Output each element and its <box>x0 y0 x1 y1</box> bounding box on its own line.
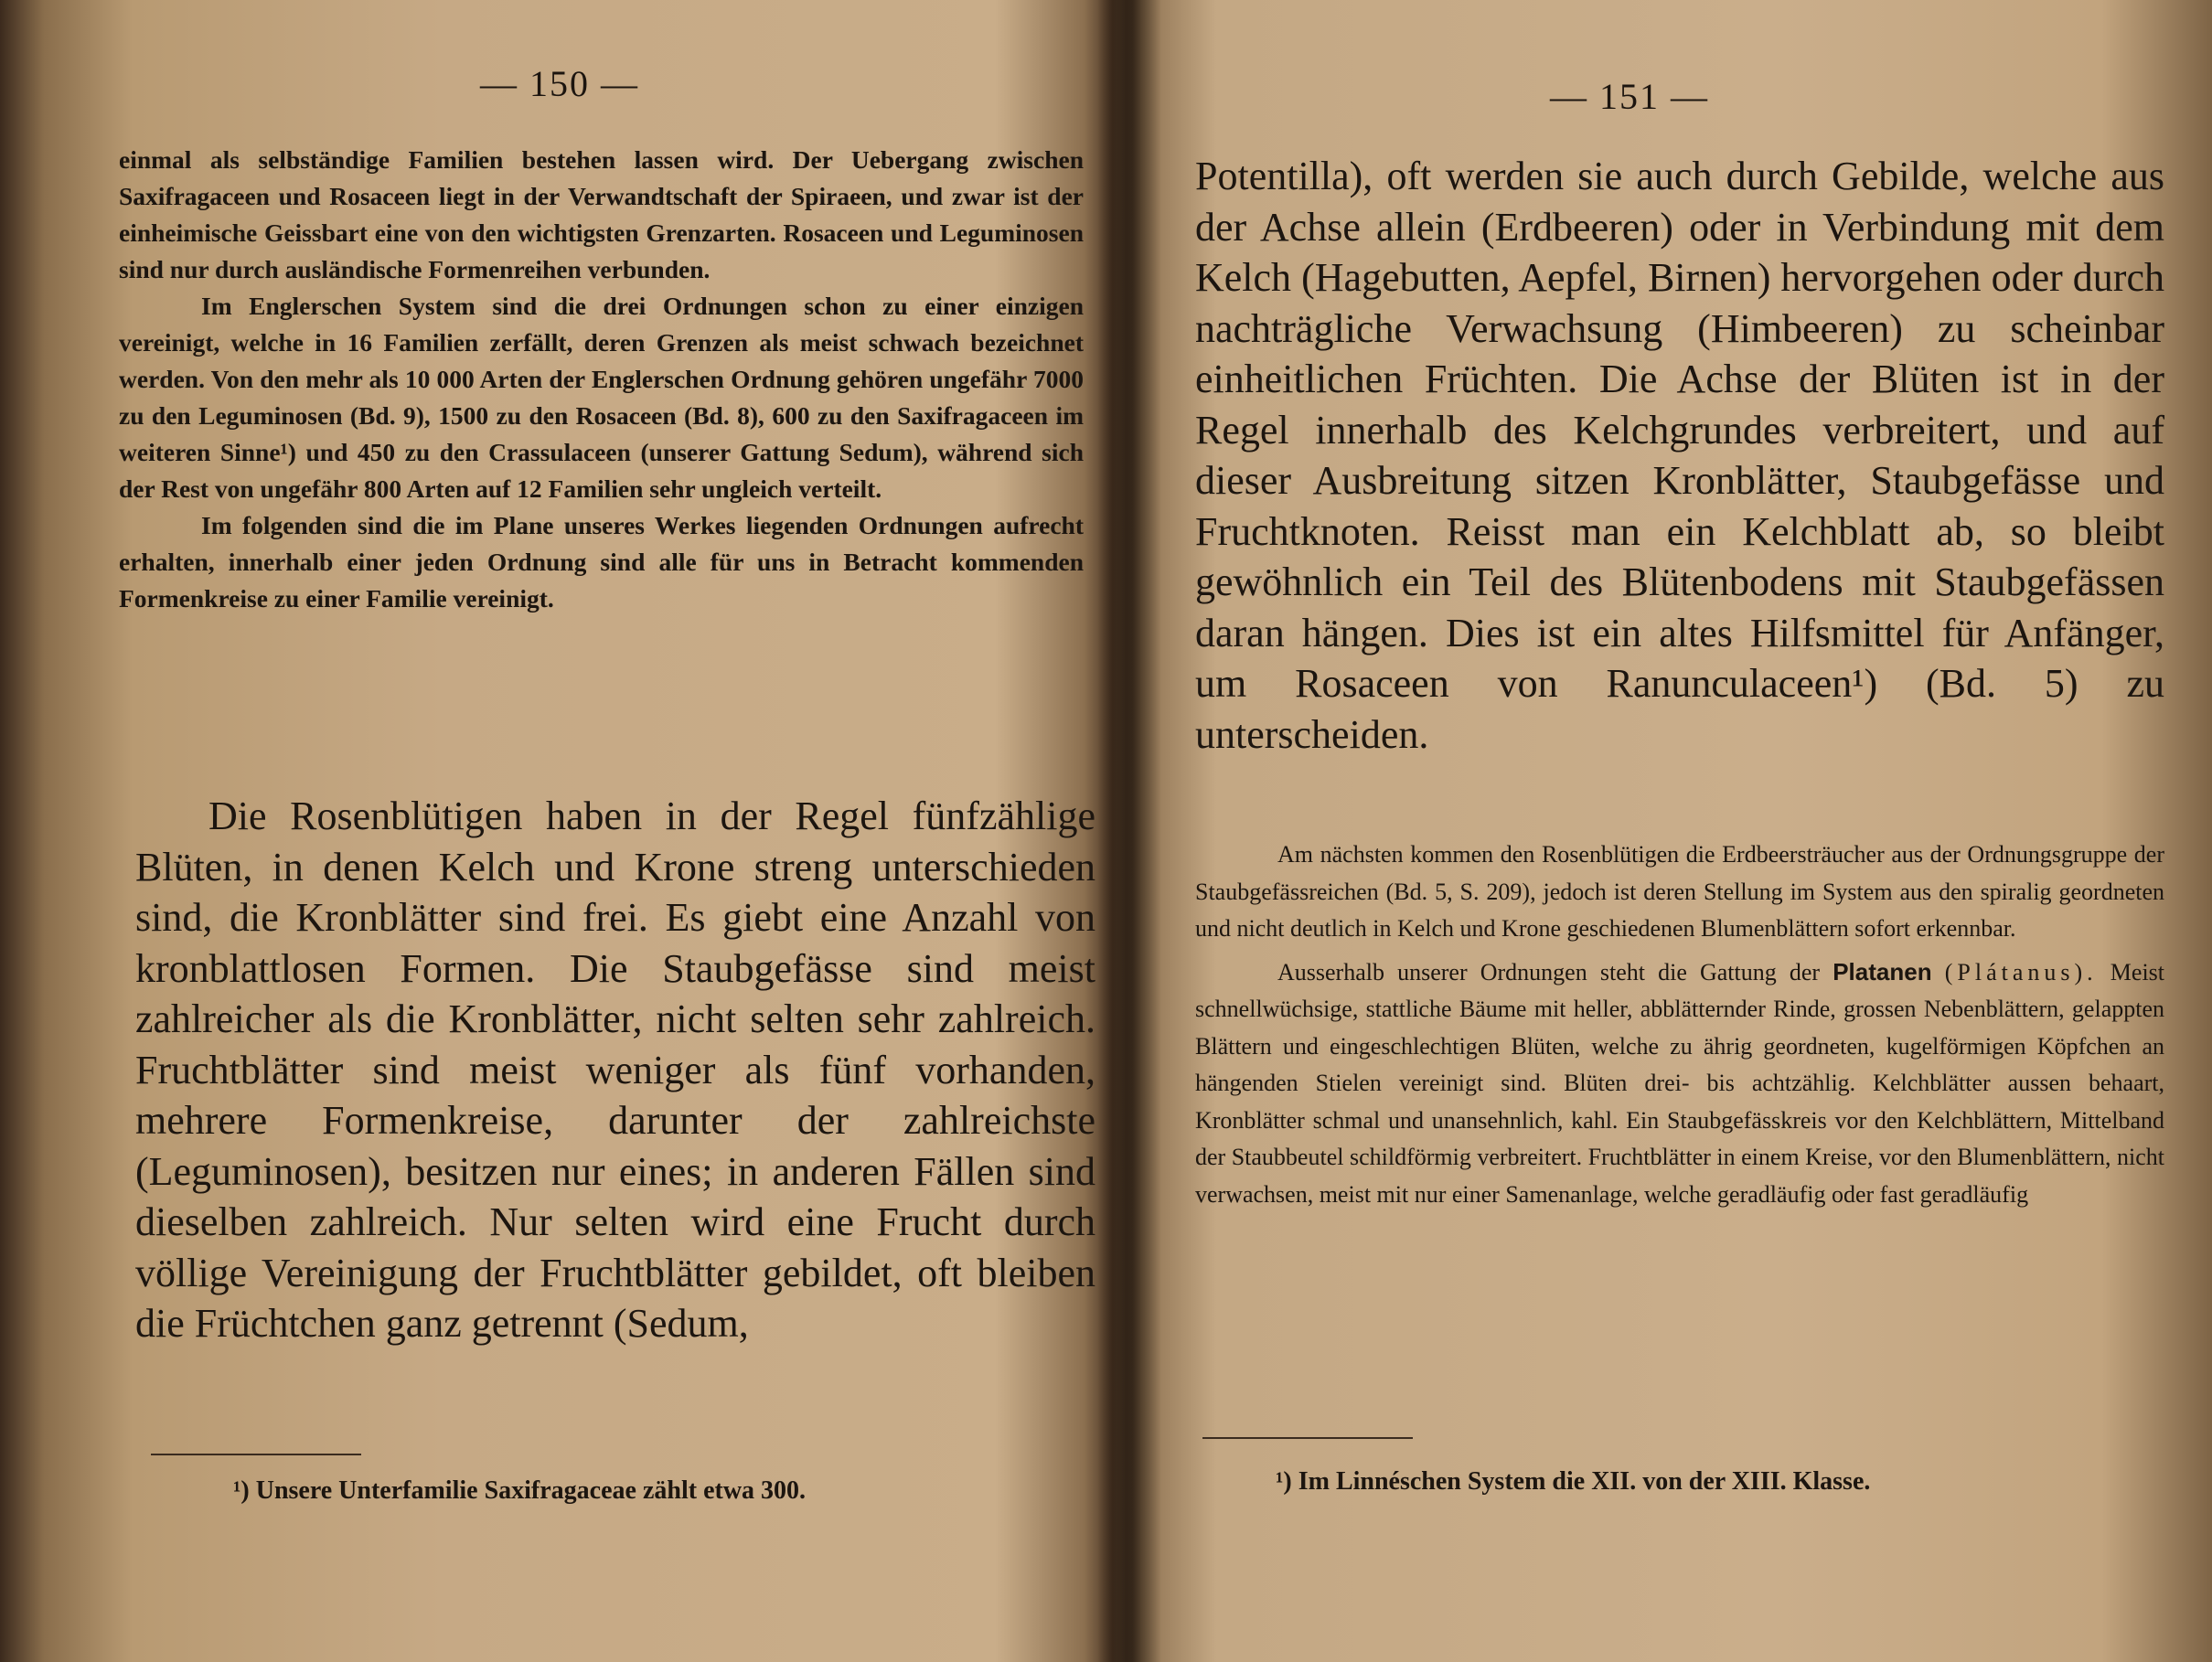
paragraph-lower-2 <box>1195 954 2164 1214</box>
paragraph-lower-2-rest: Meist schnellwüchsige, stattliche Bäume mit heller, abblätternder Rinde, grossen Nebenblättern, gelappten Blättern und eingeschlechtigen Blüten, welche zu ährig geordneten, kugelförmigen Köpfchen an hängenden Stielen vereinigt sind. Blüten drei- bis achtzählig. Kelchblätter aussen behaart, Kronblätter schmal und unansehnlich, kahl. Ein Staubgefässkreis vor den Kelchblättern, Mittelband der Staubbeutel schildförmig verbreitert. Fruchtblätter in einem Kreise, vor den Blumenblättern, nicht verwachsen, meist mit nur einer Samenanlage, welche geradläufig oder fast geradläufig <box>1195 958 2165 1208</box>
paragraph-main-left: Die Rosenblütigen haben in der Regel fünfzählige Blüten, in denen Kelch und Krone streng unterschieden sind, die Kronblätter sind frei. Es giebt eine Anzahl von kronblattlosen Formen. Die Staubgefässe sind meist zahlreicher als die Kronblätter, nicht selten sehr zahlreich. Fruchtblätter sind meist weniger als fünf vorhanden, mehrere Formenkreise, darunter der zahlreichste (Leguminosen), besitzen nur eines; in anderen Fällen sind dieselben zahlreich. Nur selten wird eine Frucht durch völlige Vereinigung der Fruchtblätter gebildet, oft bleiben die Früchtchen ganz getrennt (Sedum, <box>135 794 1095 1346</box>
main-text-block-right <box>1195 151 2164 760</box>
paragraph-upper-1: einmal als selbständige Familien bestehen lassen wird. Der Uebergang zwischen Saxifragaceen und Rosaceen liegt in der Verwandtschaft der Spiraeen, und zwar ist der einheimische Geissbart eine von den wichtigsten Grenzarten. Rosaceen und Leguminosen sind nur durch ausländische Formenreihen verbunden. <box>119 145 1084 283</box>
paragraph-upper-3: Im folgenden sind die im Plane unseres Werkes liegenden Ordnungen aufrecht erhalten, innerhalb einer jeden Ordnung sind alle für uns in Betracht kommenden Formenkreise zu einer Familie vereinigt. <box>119 511 1084 613</box>
paragraph-lower-1: Am nächsten kommen den Rosenblütigen die Erdbeersträucher aus der Ordnungsgruppe der Staubgefässreichen (Bd. 5, S. 209), jedoch ist deren Stellung im System aus den spiralig geordneten und nicht deutlich in Kelch und Krone geschiedenen Blumenblättern sofort erkennbar. <box>1195 841 2164 942</box>
page-number-left: — 150 — <box>480 63 639 104</box>
paragraph-lower-2-intro: Ausserhalb unserer Ordnungen steht die Gattung der <box>1277 958 1821 985</box>
main-text-block-left <box>135 791 1095 1349</box>
right-page <box>1134 0 2212 1662</box>
page-number-right: — 151 — <box>1550 76 1709 117</box>
upper-text-block <box>119 142 1084 617</box>
footnote-rule-right <box>1202 1437 1413 1439</box>
genus-name: Platanen <box>1833 957 1932 985</box>
footnote-left: ¹) Unsere Unterfamilie Saxifragaceae zählt etwa 300. <box>233 1476 807 1505</box>
genus-latin-name: (Plátanus). <box>1944 958 2098 985</box>
footnote-right: ¹) Im Linnéschen System die XII. von der XIII. Klasse. <box>1276 1467 1871 1496</box>
footnote-rule-left <box>151 1454 361 1455</box>
paragraph-upper-2: Im Englerschen System sind die drei Ordnungen schon zu einer einzigen vereinigt, welche in 16 Familien zerfällt, deren Grenzen als meist schwach bezeichnet werden. Von den mehr als 10 000 Arten der Englerschen Ordnung gehören ungefähr 7000 zu den Leguminosen (Bd. 9), 1500 zu den Rosaceen (Bd. 8), 600 zu den Saxifragaceen im weiteren Sinne¹) und 450 zu den Crassulaceen (unserer Gattung Sedum), während sich der Rest von ungefähr 800 Arten auf 12 Familien sehr ungleich verteilt. <box>119 292 1084 503</box>
lower-text-block <box>1195 836 2164 1213</box>
paragraph-main-right: Potentilla), oft werden sie auch durch Gebilde, welche aus der Achse allein (Erdbeeren) oder in Verbindung mit dem Kelch (Hagebutten, Aepfel, Birnen) hervorgehen oder durch nachträgliche Verwachsung (Himbeeren) zu scheinbar einheitlichen Früchten. Die Achse der Blüten ist in der Regel innerhalb des Kelchgrundes verbreitert, und auf dieser Ausbreitung sitzen Kronblätter, Staubgefässe und Fruchtknoten. Reisst man ein Kelchblatt ab, so bleibt gewöhnlich ein Teil des Blütenbodens mit Staubgefässen daran hängen. Dies ist ein altes Hilfsmittel für Anfänger, um Rosaceen von Ranunculaceen¹) (Bd. 5) zu unterscheiden. <box>1195 154 2164 757</box>
